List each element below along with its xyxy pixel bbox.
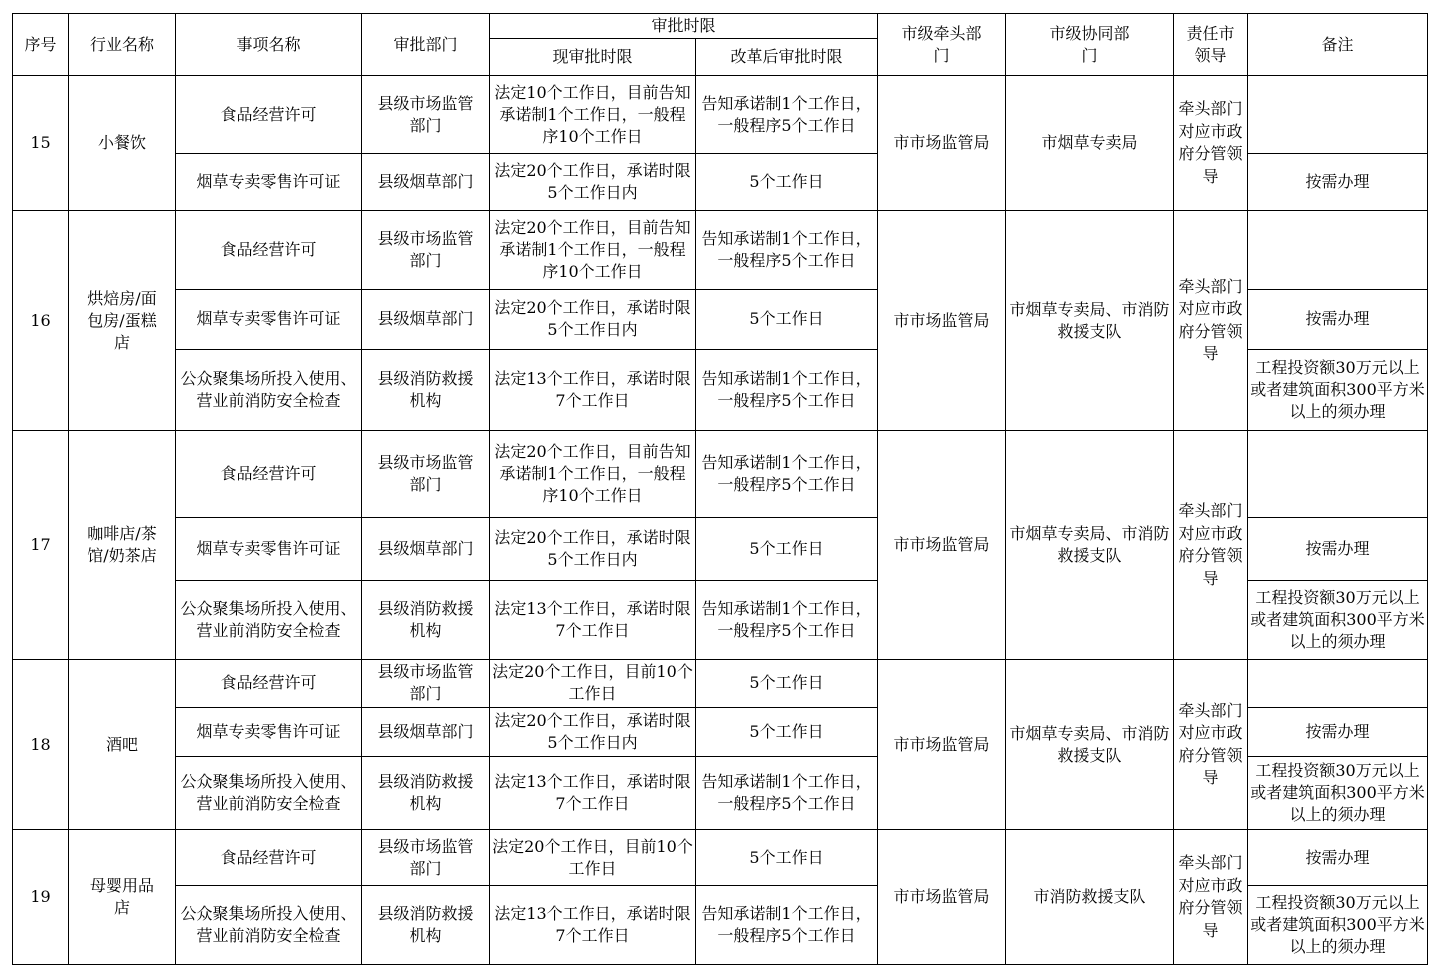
header-coop-dept: 市级协同部门	[1006, 14, 1174, 76]
dept-cell: 县级市场监管部门	[362, 830, 490, 885]
dept-cell: 县级烟草部门	[362, 518, 490, 580]
remark-cell	[1248, 659, 1428, 707]
reformed-limit-cell: 告知承诺制1个工作日，一般程序5个工作日	[696, 431, 878, 518]
item-cell: 烟草专卖零售许可证	[176, 708, 362, 757]
coop-dept-cell: 市烟草专卖局、市消防救援支队	[1006, 431, 1174, 660]
coop-dept-cell: 市消防救援支队	[1006, 830, 1174, 965]
lead-dept-cell: 市市场监管局	[878, 431, 1006, 660]
remark-cell: 工程投资额30万元以上或者建筑面积300平方米以上的须办理	[1248, 349, 1428, 430]
remark-cell: 工程投资额30万元以上或者建筑面积300平方米以上的须办理	[1248, 757, 1428, 830]
header-item: 事项名称	[176, 14, 362, 76]
lead-dept-cell: 市市场监管局	[878, 211, 1006, 431]
header-leader: 责任市领导	[1174, 14, 1248, 76]
reformed-limit-cell: 告知承诺制1个工作日，一般程序5个工作日	[696, 211, 878, 289]
lead-dept-cell: 市市场监管局	[878, 830, 1006, 965]
industry-cell: 小餐饮	[69, 76, 176, 211]
reformed-limit-cell: 告知承诺制1个工作日，一般程序5个工作日	[696, 349, 878, 430]
header-seq: 序号	[13, 14, 69, 76]
item-cell: 公众聚集场所投入使用、营业前消防安全检查	[176, 580, 362, 659]
dept-cell: 县级消防救援机构	[362, 757, 490, 830]
reformed-limit-cell: 告知承诺制1个工作日，一般程序5个工作日	[696, 757, 878, 830]
remark-cell	[1248, 211, 1428, 289]
current-limit-cell: 法定13个工作日，承诺时限7个工作日	[490, 349, 696, 430]
dept-cell: 县级消防救援机构	[362, 580, 490, 659]
item-cell: 食品经营许可	[176, 211, 362, 289]
header-dept: 审批部门	[362, 14, 490, 76]
reformed-limit-cell: 5个工作日	[696, 289, 878, 349]
dept-cell: 县级市场监管部门	[362, 211, 490, 289]
approval-table	[12, 13, 1428, 965]
seq-cell: 15	[13, 76, 69, 211]
dept-cell: 县级烟草部门	[362, 708, 490, 757]
reformed-limit-cell: 5个工作日	[696, 830, 878, 885]
current-limit-cell: 法定20个工作日，目前10个工作日	[490, 830, 696, 885]
leader-cell: 牵头部门对应市政府分管领导	[1174, 211, 1248, 431]
table-row	[13, 211, 1428, 289]
header-remark: 备注	[1248, 14, 1428, 76]
remark-cell	[1248, 431, 1428, 518]
leader-cell: 牵头部门对应市政府分管领导	[1174, 76, 1248, 211]
dept-cell: 县级消防救援机构	[362, 349, 490, 430]
industry-cell: 咖啡店/茶馆/奶茶店	[69, 431, 176, 660]
reformed-limit-cell: 5个工作日	[696, 659, 878, 707]
item-cell: 烟草专卖零售许可证	[176, 518, 362, 580]
current-limit-cell: 法定20个工作日，承诺时限5个工作日内	[490, 708, 696, 757]
dept-cell: 县级消防救援机构	[362, 885, 490, 964]
header-limit-group: 审批时限	[490, 14, 878, 39]
current-limit-cell: 法定13个工作日，承诺时限7个工作日	[490, 885, 696, 964]
industry-cell: 母婴用品店	[69, 830, 176, 965]
remark-cell: 工程投资额30万元以上或者建筑面积300平方米以上的须办理	[1248, 580, 1428, 659]
reformed-limit-cell: 告知承诺制1个工作日，一般程序5个工作日	[696, 76, 878, 154]
lead-dept-cell: 市市场监管局	[878, 659, 1006, 830]
seq-cell: 17	[13, 431, 69, 660]
item-cell: 食品经营许可	[176, 830, 362, 885]
current-limit-cell: 法定20个工作日，承诺时限5个工作日内	[490, 518, 696, 580]
current-limit-cell: 法定20个工作日，承诺时限5个工作日内	[490, 154, 696, 211]
header-reformed-limit: 改革后审批时限	[696, 39, 878, 76]
table-row	[13, 659, 1428, 707]
table-row	[13, 431, 1428, 518]
current-limit-cell: 法定13个工作日，承诺时限7个工作日	[490, 580, 696, 659]
table-body	[13, 76, 1428, 965]
item-cell: 食品经营许可	[176, 431, 362, 518]
current-limit-cell: 法定10个工作日，目前告知承诺制1个工作日，一般程序10个工作日	[490, 76, 696, 154]
seq-cell: 19	[13, 830, 69, 965]
remark-cell: 按需办理	[1248, 708, 1428, 757]
current-limit-cell: 法定20个工作日，目前10个工作日	[490, 659, 696, 707]
item-cell: 食品经营许可	[176, 659, 362, 707]
leader-cell: 牵头部门对应市政府分管领导	[1174, 431, 1248, 660]
item-cell: 烟草专卖零售许可证	[176, 289, 362, 349]
dept-cell: 县级烟草部门	[362, 154, 490, 211]
dept-cell: 县级市场监管部门	[362, 431, 490, 518]
header-lead-dept: 市级牵头部门	[878, 14, 1006, 76]
remark-cell	[1248, 76, 1428, 154]
reformed-limit-cell: 告知承诺制1个工作日，一般程序5个工作日	[696, 580, 878, 659]
table-row	[13, 76, 1428, 154]
dept-cell: 县级烟草部门	[362, 289, 490, 349]
leader-cell: 牵头部门对应市政府分管领导	[1174, 659, 1248, 830]
coop-dept-cell: 市烟草专卖局	[1006, 76, 1174, 211]
reformed-limit-cell: 5个工作日	[696, 518, 878, 580]
remark-cell: 工程投资额30万元以上或者建筑面积300平方米以上的须办理	[1248, 885, 1428, 964]
remark-cell: 按需办理	[1248, 289, 1428, 349]
seq-cell: 18	[13, 659, 69, 830]
item-cell: 食品经营许可	[176, 76, 362, 154]
remark-cell: 按需办理	[1248, 830, 1428, 885]
item-cell: 公众聚集场所投入使用、营业前消防安全检查	[176, 349, 362, 430]
header-industry: 行业名称	[69, 14, 176, 76]
remark-cell: 按需办理	[1248, 518, 1428, 580]
reformed-limit-cell: 告知承诺制1个工作日，一般程序5个工作日	[696, 885, 878, 964]
industry-cell: 酒吧	[69, 659, 176, 830]
table-row	[13, 830, 1428, 885]
current-limit-cell: 法定20个工作日，承诺时限5个工作日内	[490, 289, 696, 349]
item-cell: 公众聚集场所投入使用、营业前消防安全检查	[176, 885, 362, 964]
lead-dept-cell: 市市场监管局	[878, 76, 1006, 211]
coop-dept-cell: 市烟草专卖局、市消防救援支队	[1006, 659, 1174, 830]
seq-cell: 16	[13, 211, 69, 431]
dept-cell: 县级市场监管部门	[362, 76, 490, 154]
current-limit-cell: 法定20个工作日，目前告知承诺制1个工作日，一般程序10个工作日	[490, 211, 696, 289]
item-cell: 烟草专卖零售许可证	[176, 154, 362, 211]
remark-cell: 按需办理	[1248, 154, 1428, 211]
item-cell: 公众聚集场所投入使用、营业前消防安全检查	[176, 757, 362, 830]
header-current-limit: 现审批时限	[490, 39, 696, 76]
coop-dept-cell: 市烟草专卖局、市消防救援支队	[1006, 211, 1174, 431]
industry-cell: 烘焙房/面包房/蛋糕店	[69, 211, 176, 431]
current-limit-cell: 法定13个工作日，承诺时限7个工作日	[490, 757, 696, 830]
leader-cell: 牵头部门对应市政府分管领导	[1174, 830, 1248, 965]
reformed-limit-cell: 5个工作日	[696, 154, 878, 211]
dept-cell: 县级市场监管部门	[362, 659, 490, 707]
reformed-limit-cell: 5个工作日	[696, 708, 878, 757]
current-limit-cell: 法定20个工作日，目前告知承诺制1个工作日，一般程序10个工作日	[490, 431, 696, 518]
